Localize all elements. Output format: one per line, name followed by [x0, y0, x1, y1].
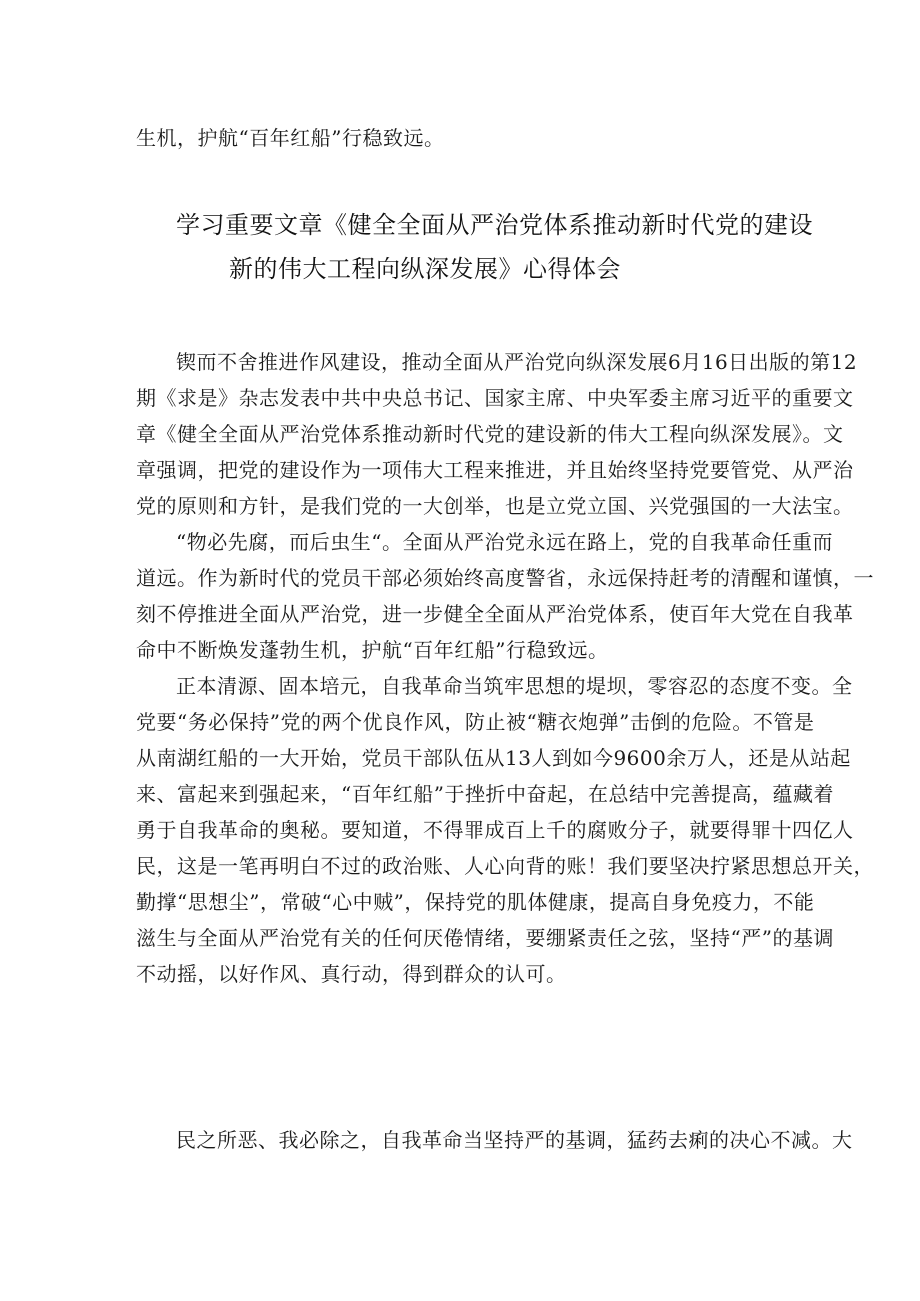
paragraph-line: 党的原则和方针，是我们党的一大创举，也是立党立国、兴党强国的一大法宝。	[136, 494, 854, 518]
paragraph-line: 章《健全全面从严治党体系推动新时代党的建设新的伟大工程向纵深发展》。文	[136, 422, 844, 446]
paragraph-line: 章强调，把党的建设作为一项伟大工程来推进，并且始终坚持党要管党、从严治	[136, 458, 854, 482]
paragraph-line: 锲而不舍推进作风建设，推动全面从严治党向纵深发展6月16日出版的第12	[176, 350, 858, 374]
paragraph-line: 期《求是》杂志发表中共中央总书记、国家主席、中央军委主席习近平的重要文	[136, 386, 854, 410]
paragraph-line: 民之所恶、我必除之，自我革命当坚持严的基调，猛药去痢的决心不减。大	[176, 1128, 853, 1152]
paragraph-line: 勇于自我革命的奥秘。要知道，不得罪成百上千的腐败分子，就要得罪十四亿人	[136, 818, 854, 842]
paragraph-line: 勤撑“思想尘”，常破“心中贼”，保持党的肌体健康，提高自身免疫力，不能	[136, 890, 815, 914]
paragraph-line: 党要“务必保持”党的两个优良作风，防止被“糖衣炮弹”击倒的危险。不管是	[136, 710, 815, 734]
paragraph-line: 民，这是一笔再明白不过的政治账、人心向背的账！我们要坚决拧紧思想总开关，	[136, 854, 874, 878]
paragraph-line: 滋生与全面从严治党有关的任何厌倦情绪，要绷紧责任之弦，坚持“严”的基调	[136, 926, 834, 950]
paragraph-line: 不动摇，以好作风、真行动，得到群众的认可。	[136, 962, 567, 986]
paragraph-line: “物必先腐，而后虫生“。全面从严治党永远在路上，党的自我革命任重而	[176, 530, 833, 554]
paragraph-line: 来、富起来到强起来，“百年红船”于挫折中奋起，在总结中完善提高，蕴藏着	[136, 782, 834, 806]
paragraph-line: 刻不停推进全面从严治党，进一步健全全面从严治党体系，使百年大党在自我革	[136, 602, 854, 626]
article-title-line-2: 新的伟大工程向纵深发展》心得体会	[229, 255, 621, 283]
article-title-line-1: 学习重要文章《健全全面从严治党体系推动新时代党的建设	[176, 211, 813, 239]
paragraph-line: 道远。作为新时代的党员干部必须始终高度警省，永远保持赶考的清醒和谨慎，一	[136, 566, 874, 590]
paragraph-line: 正本清源、固本培元，自我革命当筑牢思想的堤坝，零容忍的态度不变。全	[176, 674, 853, 698]
paragraph-line: 从南湖红船的一大开始，党员干部队伍从13人到如今9600余万人，还是从站起	[136, 746, 851, 770]
lead-line: 生机，护航“百年红船”行稳致远。	[136, 126, 445, 150]
paragraph-line: 命中不断焕发蓬勃生机，护航“百年红船”行稳致远。	[136, 638, 609, 662]
